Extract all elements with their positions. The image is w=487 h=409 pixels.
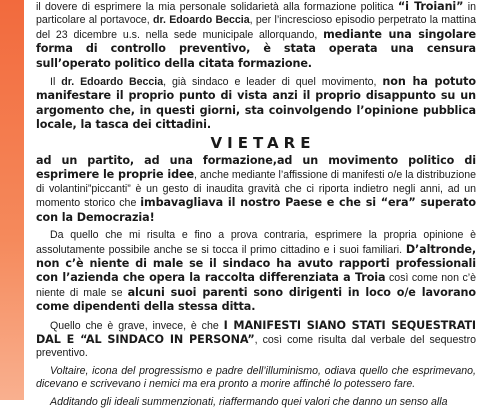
text-run: Quello che è grave, invece, è che xyxy=(50,319,224,332)
paragraph-opinion xyxy=(36,229,476,314)
emphasis-run: imbavagliava il nostro Paese e che si “era” superato con la Democrazia! xyxy=(36,196,476,224)
paragraph-beccia xyxy=(36,75,476,133)
text-run: così come non c’è niente di male se xyxy=(36,272,476,299)
paragraph-voltaire: Voltaire, icona del progressismo e padre dell’illuminismo, odiava quello che esprimevano, dicevano e scrivevano i nemici ma era pronto a morire affinché lo potessero fare. xyxy=(36,364,476,391)
emphasis-run: ad un partito, ad una formazione,ad un movimento politico di esprimere le proprie idee xyxy=(36,154,476,182)
text-run: Il xyxy=(50,76,62,89)
paragraph-vietare xyxy=(36,154,476,225)
emphasis-run: non ha potuto manifestare il proprio punto di vista anzi il proprio disappunto su un argomento che, in questi giorni, sta coinvolgendo l’opinione pubblica locale, la tasca dei cittadini. xyxy=(36,75,476,132)
paragraph-solidarity xyxy=(36,0,476,71)
party-name: “i Troiani” xyxy=(397,0,464,13)
text-run: , per l’increscioso episodio perpetrato la mattina del 23 dicembre u.s. nella sede municipale allorquando, xyxy=(36,14,477,41)
article-body xyxy=(36,0,477,408)
emphasis-run: D’altronde, non c’è niente di male se il sindaco ha avuto rapporti professionali con l’azienda che opera la raccolta differenziata a Troia xyxy=(36,242,476,285)
text-run: in particolare al portavoce, xyxy=(36,1,476,27)
emphasis-run: I MANIFESTI SIANO STATI SEQUESTRATI DAL E “AL SINDACO IN PERSONA” xyxy=(36,318,476,346)
paragraph-seizure xyxy=(36,319,476,361)
section-heading: VIETARE xyxy=(210,133,316,152)
text-run: , anche mediante l’affissione di manifesti o/e la distribuzione di volantini”piccanti” è un gesto di inaudita gravità che ci riporta indietro negli anni, ad un momento storico che xyxy=(36,169,476,210)
emphasis-run: alcuni suoi parenti sono dirigenti in loco o/e lavorano come dipendenti della stessa ditta. xyxy=(36,285,476,314)
orange-side-band xyxy=(0,0,24,400)
person-name: dr. Edoardo Beccia xyxy=(153,14,250,27)
text-run: , così come risulta dal verbale del sequestro preventivo. xyxy=(36,333,476,360)
text-run: Da quello che mi risulta e fino a prova contraria, esprimere la propria opinione è assolutamente possibile anche se si tocca il primo cittadino e i suoi familiari. xyxy=(36,229,476,256)
text-run: il dovere di esprimere la mia personale solidarietà alla formazione politica xyxy=(36,1,398,13)
person-name: dr. Edoardo Beccia xyxy=(61,76,164,89)
text-run: , già sindaco e leader di quel movimento, xyxy=(163,76,383,89)
paragraph-closing: Additando gli ideali summenzionati, riaffermando quei valori che danno un senso alla xyxy=(50,395,448,408)
emphasis-run: mediante una singolare forma di controllo preventivo, è stata operata una censura sull’operato politico della citata formazione. xyxy=(36,27,477,70)
